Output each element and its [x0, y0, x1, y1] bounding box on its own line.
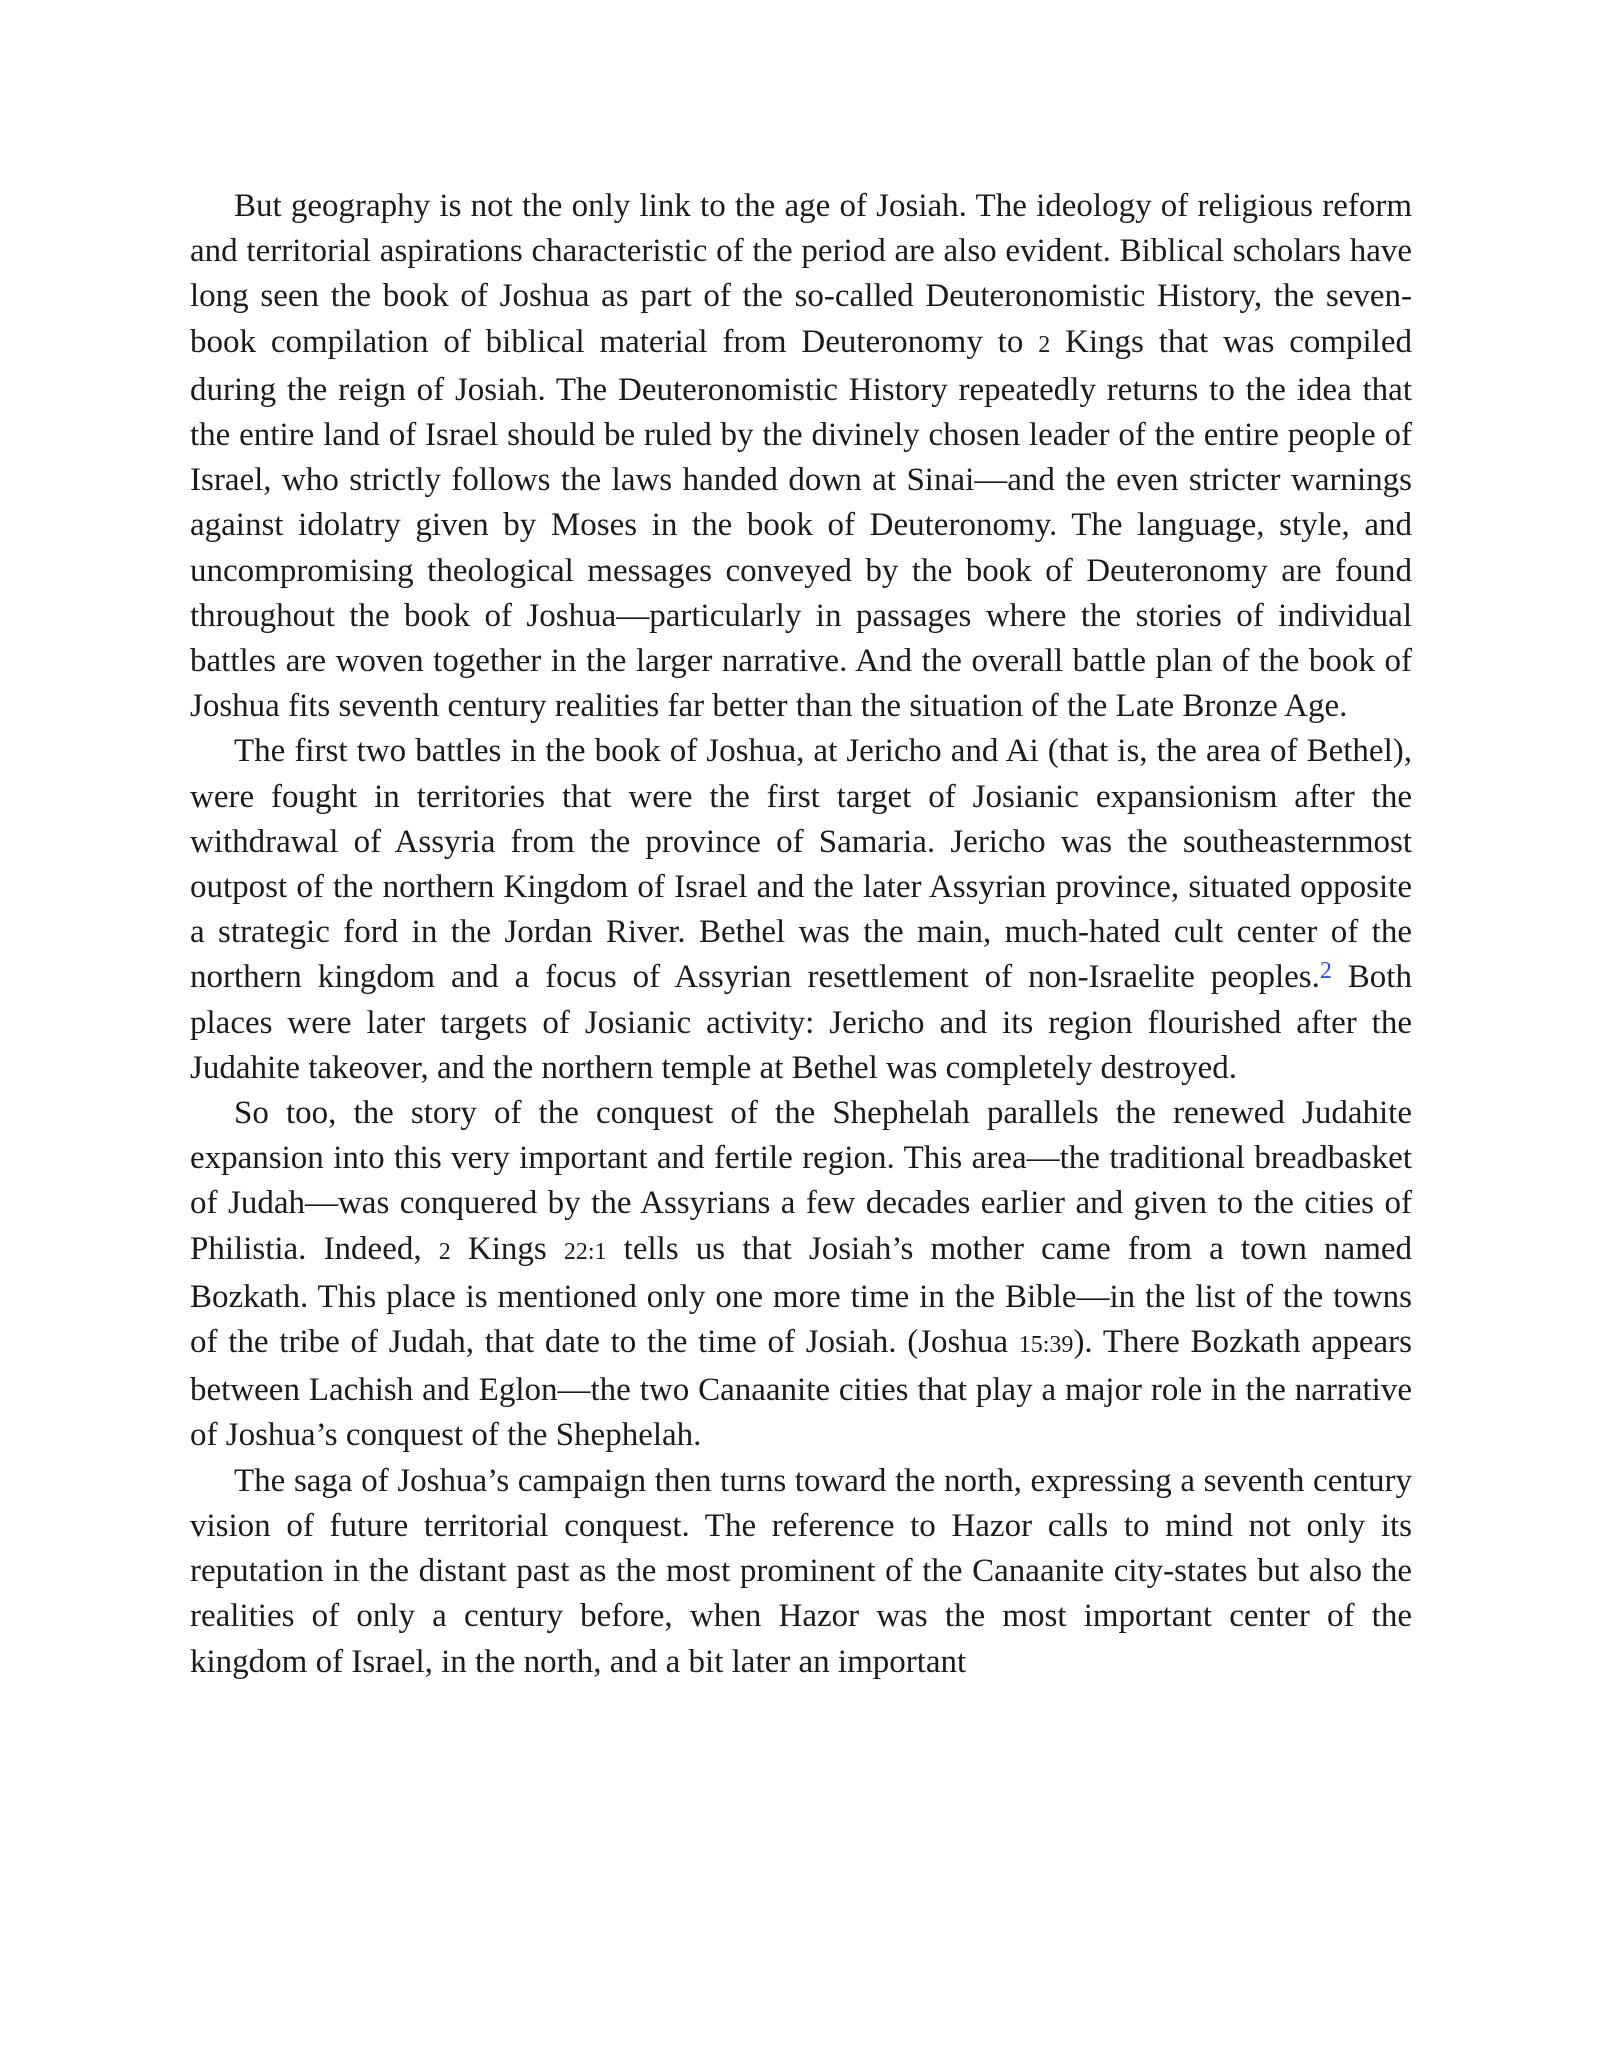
- paragraph: [190, 184, 1412, 729]
- paragraph-text: Kings: [450, 1230, 564, 1267]
- footnote-link[interactable]: 2: [1319, 958, 1332, 985]
- paragraph: [190, 1091, 1412, 1459]
- paragraph-text: Both places were later targets of Josianic activity: Jericho and its region flourished after the Judahite takeover, and the northern temple at Bethel was completely destroyed.: [190, 959, 1412, 1086]
- paragraph-text: Kings that was compiled during the reign of Josiah. The Deuteronomistic History repeatedly returns to the idea that the entire land of Israel should be ruled by the divinely chosen leader of the entire people of Israel, who strictly follows the laws handed down at Sinai—and the even stricter warnings against idolatry given by Moses in the book of Deuteronomy. The language, style, and uncompromising theological messages conveyed by the book of Deuteronomy are found throughout the book of Joshua—particularly in passages where the stories of individual battles are woven together in the larger narrative. And the overall battle plan of the book of Joshua fits seventh century realities far better than the situation of the Late Bronze Age.: [190, 323, 1412, 725]
- paragraph-text: So too, the story of the conquest of the Shephelah parallels the renewed Judahite expansion into this very important and fertile region. This area—the traditional breadbasket of Judah—was conquered by the Assyrians a few decades earlier and given to the cities of Philistia. Indeed,: [190, 1095, 1412, 1267]
- verse-reference: 15:39: [1018, 1332, 1074, 1359]
- paragraph: [190, 729, 1412, 1091]
- paragraph-text: The saga of Joshua’s campaign then turns toward the north, expressing a seventh century vision of future territorial conquest. The reference to Hazor calls to mind not only its reputation in the distant past as the most prominent of the Canaanite city-states but also the realities of only a century before, when Hazor was the most important center of the kingdom of Israel, in the north, and a bit later an important: [190, 1462, 1412, 1680]
- paragraph-text: tells us that Josiah’s mother came from a town named Bozkath. This place is mentioned only one more time in the Bible—in the list of the towns of the tribe of Judah, that date to the time of Josiah. (Joshua: [190, 1230, 1413, 1361]
- paragraph-text: ). There Bozkath appears between Lachish and Eglon—the two Canaanite cities that play a major role in the narrative of Joshua’s conquest of the Shephelah.: [190, 1324, 1412, 1454]
- paragraph-text: The first two battles in the book of Joshua, at Jericho and Ai (that is, the area of Bethel), were fought in territories that were the first target of Josianic expansionism after the withdrawal of Assyria from the province of Samaria. Jericho was the southeasternmost outpost of the northern Kingdom of Israel and the later Assyrian province, situated opposite a strategic ford in the Jordan River. Bethel was the main, much-hated cult center of the northern kingdom and a focus of Assyrian resettlement of non-Israelite peoples.: [190, 733, 1412, 996]
- book-number: 2: [1038, 331, 1051, 358]
- book-number: 2: [438, 1238, 451, 1265]
- verse-reference: 22:1: [563, 1238, 607, 1265]
- paragraph: [190, 1459, 1412, 1685]
- page-body: [190, 184, 1412, 1685]
- paragraph-text: But geography is not the only link to the age of Josiah. The ideology of religious reform and territorial aspirations characteristic of the period are also evident. Biblical scholars have long seen the book of Joshua as part of the so-called Deuteronomistic History, the seven-book compilation of biblical material from Deuteronomy to: [190, 188, 1412, 360]
